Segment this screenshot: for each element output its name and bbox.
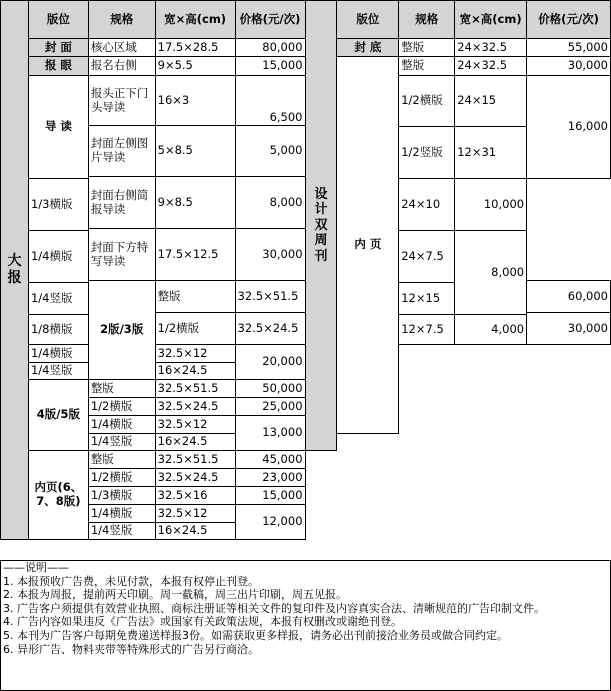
inner-left-3-spec: 1/3横版: [88, 487, 155, 505]
guide-3-price: 8,000: [235, 177, 305, 229]
guide-3-spec: 封面右侧简报导读: [88, 177, 155, 229]
p23-1-spec: 整版: [155, 281, 235, 313]
p45-1-size: 32.5×51.5: [155, 380, 235, 398]
back-price: 55,000: [527, 39, 611, 57]
p23-2-spec: 1/2横版: [155, 313, 235, 345]
inner-eighth-size: 12×7.5: [399, 315, 455, 345]
ear-position: 报 眼: [28, 57, 88, 76]
back-size: 24×32.5: [455, 39, 527, 57]
note-item: 3. 广告客户须提供有效营业执照、商标注册证等相关文件的复印件及内容真实合法、清晰规范的广告印制文件。: [3, 601, 545, 615]
back-spec: 整版: [399, 39, 455, 57]
ear-spec: 报名右侧: [88, 57, 155, 76]
p23-3-spec: 1/4横版: [28, 345, 88, 363]
inner-quarter-h-size: 24×7.5: [399, 231, 455, 283]
inner-left-5-size: 16×24.5: [155, 523, 235, 540]
guide-3-size: 9×8.5: [155, 177, 235, 229]
inner-quarter-h-spec: 1/4横版: [28, 231, 88, 283]
cover-spec: 核心区域: [88, 39, 155, 57]
inner-quarter-price: 8,000: [455, 231, 527, 315]
inner-eighth-price: 4,000: [455, 315, 527, 345]
note-item: 5. 本刊为广告客户每期免费递送样报3份。如需获取更多样报，请务必出刊前接洽业务员或做合同约定。: [3, 628, 508, 642]
guide-4-spec: 封面下方特写导读: [88, 229, 155, 281]
header-size: 宽×高(cm): [155, 1, 235, 39]
inner-position-right: 内 页: [337, 57, 399, 434]
p45-shared-price: 13,000: [235, 416, 305, 451]
p45-2-spec: 1/2横版: [88, 398, 155, 416]
notes-section: [0, 560, 611, 691]
inner-left-1-price: 45,000: [235, 451, 305, 469]
note-item: 2. 本报为周报，提前两天印刷。周一截稿，周三出片印刷，周五见报。: [3, 588, 347, 602]
biweekly-label: 设计双周刊: [305, 1, 337, 451]
note-item: 1. 本报预收广告费，未见付款，本报有权停止刊登。: [3, 574, 259, 588]
p45-1-spec: 整版: [88, 380, 155, 398]
inner-full-price: 30,000: [527, 57, 611, 76]
p45-1-price: 50,000: [235, 380, 305, 398]
inner-half-h-size: 24×15: [455, 76, 527, 127]
guide-4-size: 17.5×12.5: [155, 229, 235, 281]
inner-half-v-size: 12×31: [455, 127, 527, 179]
guide-1-price: 6,500: [235, 76, 305, 126]
header-size-right: 宽×高(cm): [455, 1, 527, 39]
dabao-label: 大报: [1, 1, 29, 540]
cover-price: 80,000: [235, 39, 305, 57]
p23-4-spec: 1/4竖版: [28, 363, 88, 380]
guide-4-price: 30,000: [235, 229, 305, 281]
inner-left-2-spec: 1/2横版: [88, 469, 155, 487]
p45-2-price: 25,000: [235, 398, 305, 416]
inner-left-position: 内页(6、7、8版): [28, 451, 88, 540]
p23-1-price: 60,000: [527, 281, 611, 313]
inner-left-1-spec: 整版: [88, 451, 155, 469]
cover-position: 封 面: [28, 39, 88, 57]
ear-size: 9×5.5: [155, 57, 235, 76]
p45-3-size: 32.5×12: [155, 416, 235, 434]
cover-size: 17.5×28.5: [155, 39, 235, 57]
header-price: 价格(元/次): [235, 1, 305, 39]
p45-2-size: 32.5×24.5: [155, 398, 235, 416]
guide-position: 导 读: [28, 76, 88, 179]
inner-full-spec: 整版: [399, 57, 455, 76]
header-position: 版位: [28, 1, 88, 39]
inner-third-size: 24×10: [399, 179, 455, 231]
p23-2-size: 32.5×24.5: [235, 313, 305, 345]
p23-4-size: 16×24.5: [155, 363, 235, 380]
inner-half-v-spec: 1/2竖版: [399, 127, 455, 179]
inner-left-4-spec: 1/4横版: [88, 505, 155, 523]
inner-left-2-price: 23,000: [235, 469, 305, 487]
header-spec: 规格: [88, 1, 155, 39]
header-price-right: 价格(元/次): [527, 1, 611, 39]
inner-third-spec: 1/3横版: [28, 179, 88, 231]
inner-half-price: 16,000: [527, 76, 611, 179]
guide-1-spec: 报头正下门头导读: [88, 76, 155, 126]
p45-4-spec: 1/4竖版: [88, 434, 155, 451]
inner-quarter-v-size: 12×15: [399, 283, 455, 315]
guide-1-size: 16×3: [155, 76, 235, 126]
inner-quarter-v-spec: 1/4竖版: [28, 283, 88, 315]
header-position-right: 版位: [337, 1, 399, 39]
inner-half-h-spec: 1/2横版: [399, 76, 455, 127]
p23-2-price: 30,000: [527, 313, 611, 345]
p23-shared-price: 20,000: [235, 345, 305, 380]
inner-third-price: 10,000: [455, 179, 527, 231]
inner-left-4-size: 32.5×12: [155, 505, 235, 523]
header-spec-right: 规格: [399, 1, 455, 39]
guide-2-price: 5,000: [235, 126, 305, 177]
p23-1-size: 32.5×51.5: [235, 281, 305, 313]
inner-left-2-size: 32.5×24.5: [155, 469, 235, 487]
note-item: 4. 广告内容如果违反《广告法》或国家有关政策法规，本报有权删改或谢绝刊登。: [3, 615, 402, 629]
guide-2-size: 5×8.5: [155, 126, 235, 177]
inner-left-shared-price: 12,000: [235, 505, 305, 540]
ear-price: 15,000: [235, 57, 305, 76]
inner-left-1-size: 32.5×51.5: [155, 451, 235, 469]
back-position: 封 底: [337, 39, 399, 57]
p23-position: 2版/3版: [88, 281, 155, 380]
note-item: 6. 异形广告、物料夹带等特殊形式的广告另行商洽。: [3, 642, 259, 656]
inner-eighth-spec: 1/8横版: [28, 315, 88, 345]
inner-left-3-size: 32.5×16: [155, 487, 235, 505]
p45-position: 4版/5版: [28, 380, 88, 451]
p45-4-size: 16×24.5: [155, 434, 235, 451]
notes-title: ——说明——: [3, 561, 69, 574]
p23-3-size: 32.5×12: [155, 345, 235, 363]
inner-left-3-price: 15,000: [235, 487, 305, 505]
p45-3-spec: 1/4横版: [88, 416, 155, 434]
guide-2-spec: 封面左侧图片导读: [88, 126, 155, 177]
inner-left-5-spec: 1/4竖版: [88, 523, 155, 540]
inner-full-size: 24×32.5: [455, 57, 527, 76]
